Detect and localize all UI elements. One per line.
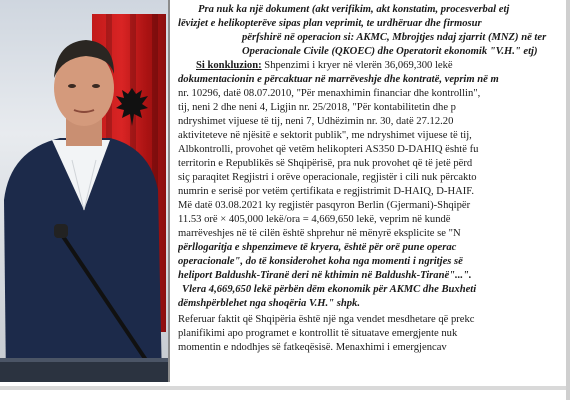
doc-line: përllogaritja e shpenzimeve të kryera, është për orë pune operac (178, 242, 457, 253)
doc-line: Albkontrolli, provohet që vetëm helikopteri AS350 D-DAHIQ është fu (178, 144, 479, 155)
doc-line: ndryshimet vijuese të tij, neni 7, Udhëzimin nr. 30, datë 27.12.20 (178, 116, 454, 127)
doc-line: aktiviteteve në njësitë e sektorit publik", me ndryshimet vijuese të tij, (178, 130, 472, 141)
doc-line: Pra nuk ka një dokument (akt verifikim, akt konstatim, procesverbal etj (198, 4, 510, 15)
frame-bottom-border (0, 386, 570, 390)
doc-line: 11.53 orë × 405,000 lekë/ora = 4,669,650 lekë, veprim në kundë (178, 214, 451, 225)
doc-line: numrin e serisë por vetëm çertifikata e regjistrimit D-HAIQ, D-HAIF. (178, 186, 474, 197)
doc-line: heliport Baldushk-Tiranë deri në kthimin në Baldushk-Tiranë"...". (178, 270, 472, 281)
document-excerpt (178, 2, 570, 382)
doc-line: Vlera 4,669,650 lekë përbën dëm ekonomik për AKMC dhe Buxheti (182, 284, 477, 295)
conclusion-label: Si konkluzion: (196, 60, 262, 71)
doc-line: dëmshpërblehet nga shoqëria V.H." shpk. (178, 298, 360, 309)
doc-line: momentin e ndodhjes së fatkeqësisë. Menaxhimi i emergjencav (178, 342, 447, 353)
doc-line: Referuar faktit që Shqipëria është një nga vendet mesdhetare që prekc (178, 314, 475, 325)
speaker-figure (0, 0, 170, 382)
doc-line: përfshirë në operacion si: AKMC, Mbrojtjes ndaj zjarrit (MNZ) në ter (242, 32, 547, 43)
doc-line: Më datë 03.08.2021 ky regjistër pasqyron Berlin (Gjermani)-Shqipër (178, 200, 471, 211)
doc-line: Operacionale Civile (QKOEC) dhe Operatorit ekonomik "V.H." etj) (242, 46, 538, 57)
speaker-photo (0, 0, 170, 382)
frame-right-border (566, 0, 570, 400)
doc-line: territorin e Republikës së Shqipërisë, pra nuk provohet që të jetë përd (178, 158, 473, 169)
doc-line: dokumentacionin e përcaktuar në marrëveshje dhe kontratë, veprim në m (178, 74, 499, 85)
doc-line: operacionale", do të konsiderohet koha nga momenti i ngritjes së (178, 256, 463, 267)
doc-line: tij, neni 2 dhe neni 4, Ligjin nr. 25/2018, "Për kontabilitetin dhe p (178, 102, 456, 113)
doc-line: siç paraqitet Regjistri i orëve operacionale, regjistër i cili nuk përcakto (178, 172, 477, 183)
doc-line: marrëveshjes në të cilën është shprehur në mënyrë eksplicite se "N (178, 228, 461, 239)
conclusion-line (196, 60, 453, 72)
doc-line: lëvizjet e helikopterëve sipas plan veprimit, te urdhëruar dhe firmosur (178, 18, 482, 29)
doc-line: planifikimi apo programet e kontrollit të situatave emergjente nuk (178, 328, 458, 339)
conclusion-text: Shpenzimi i kryer në vlerën 36,069,300 lekë (261, 60, 453, 71)
doc-line: nr. 10296, datë 08.07.2010, "Për menaxhimin financiar dhe kontrollin", (178, 88, 481, 99)
